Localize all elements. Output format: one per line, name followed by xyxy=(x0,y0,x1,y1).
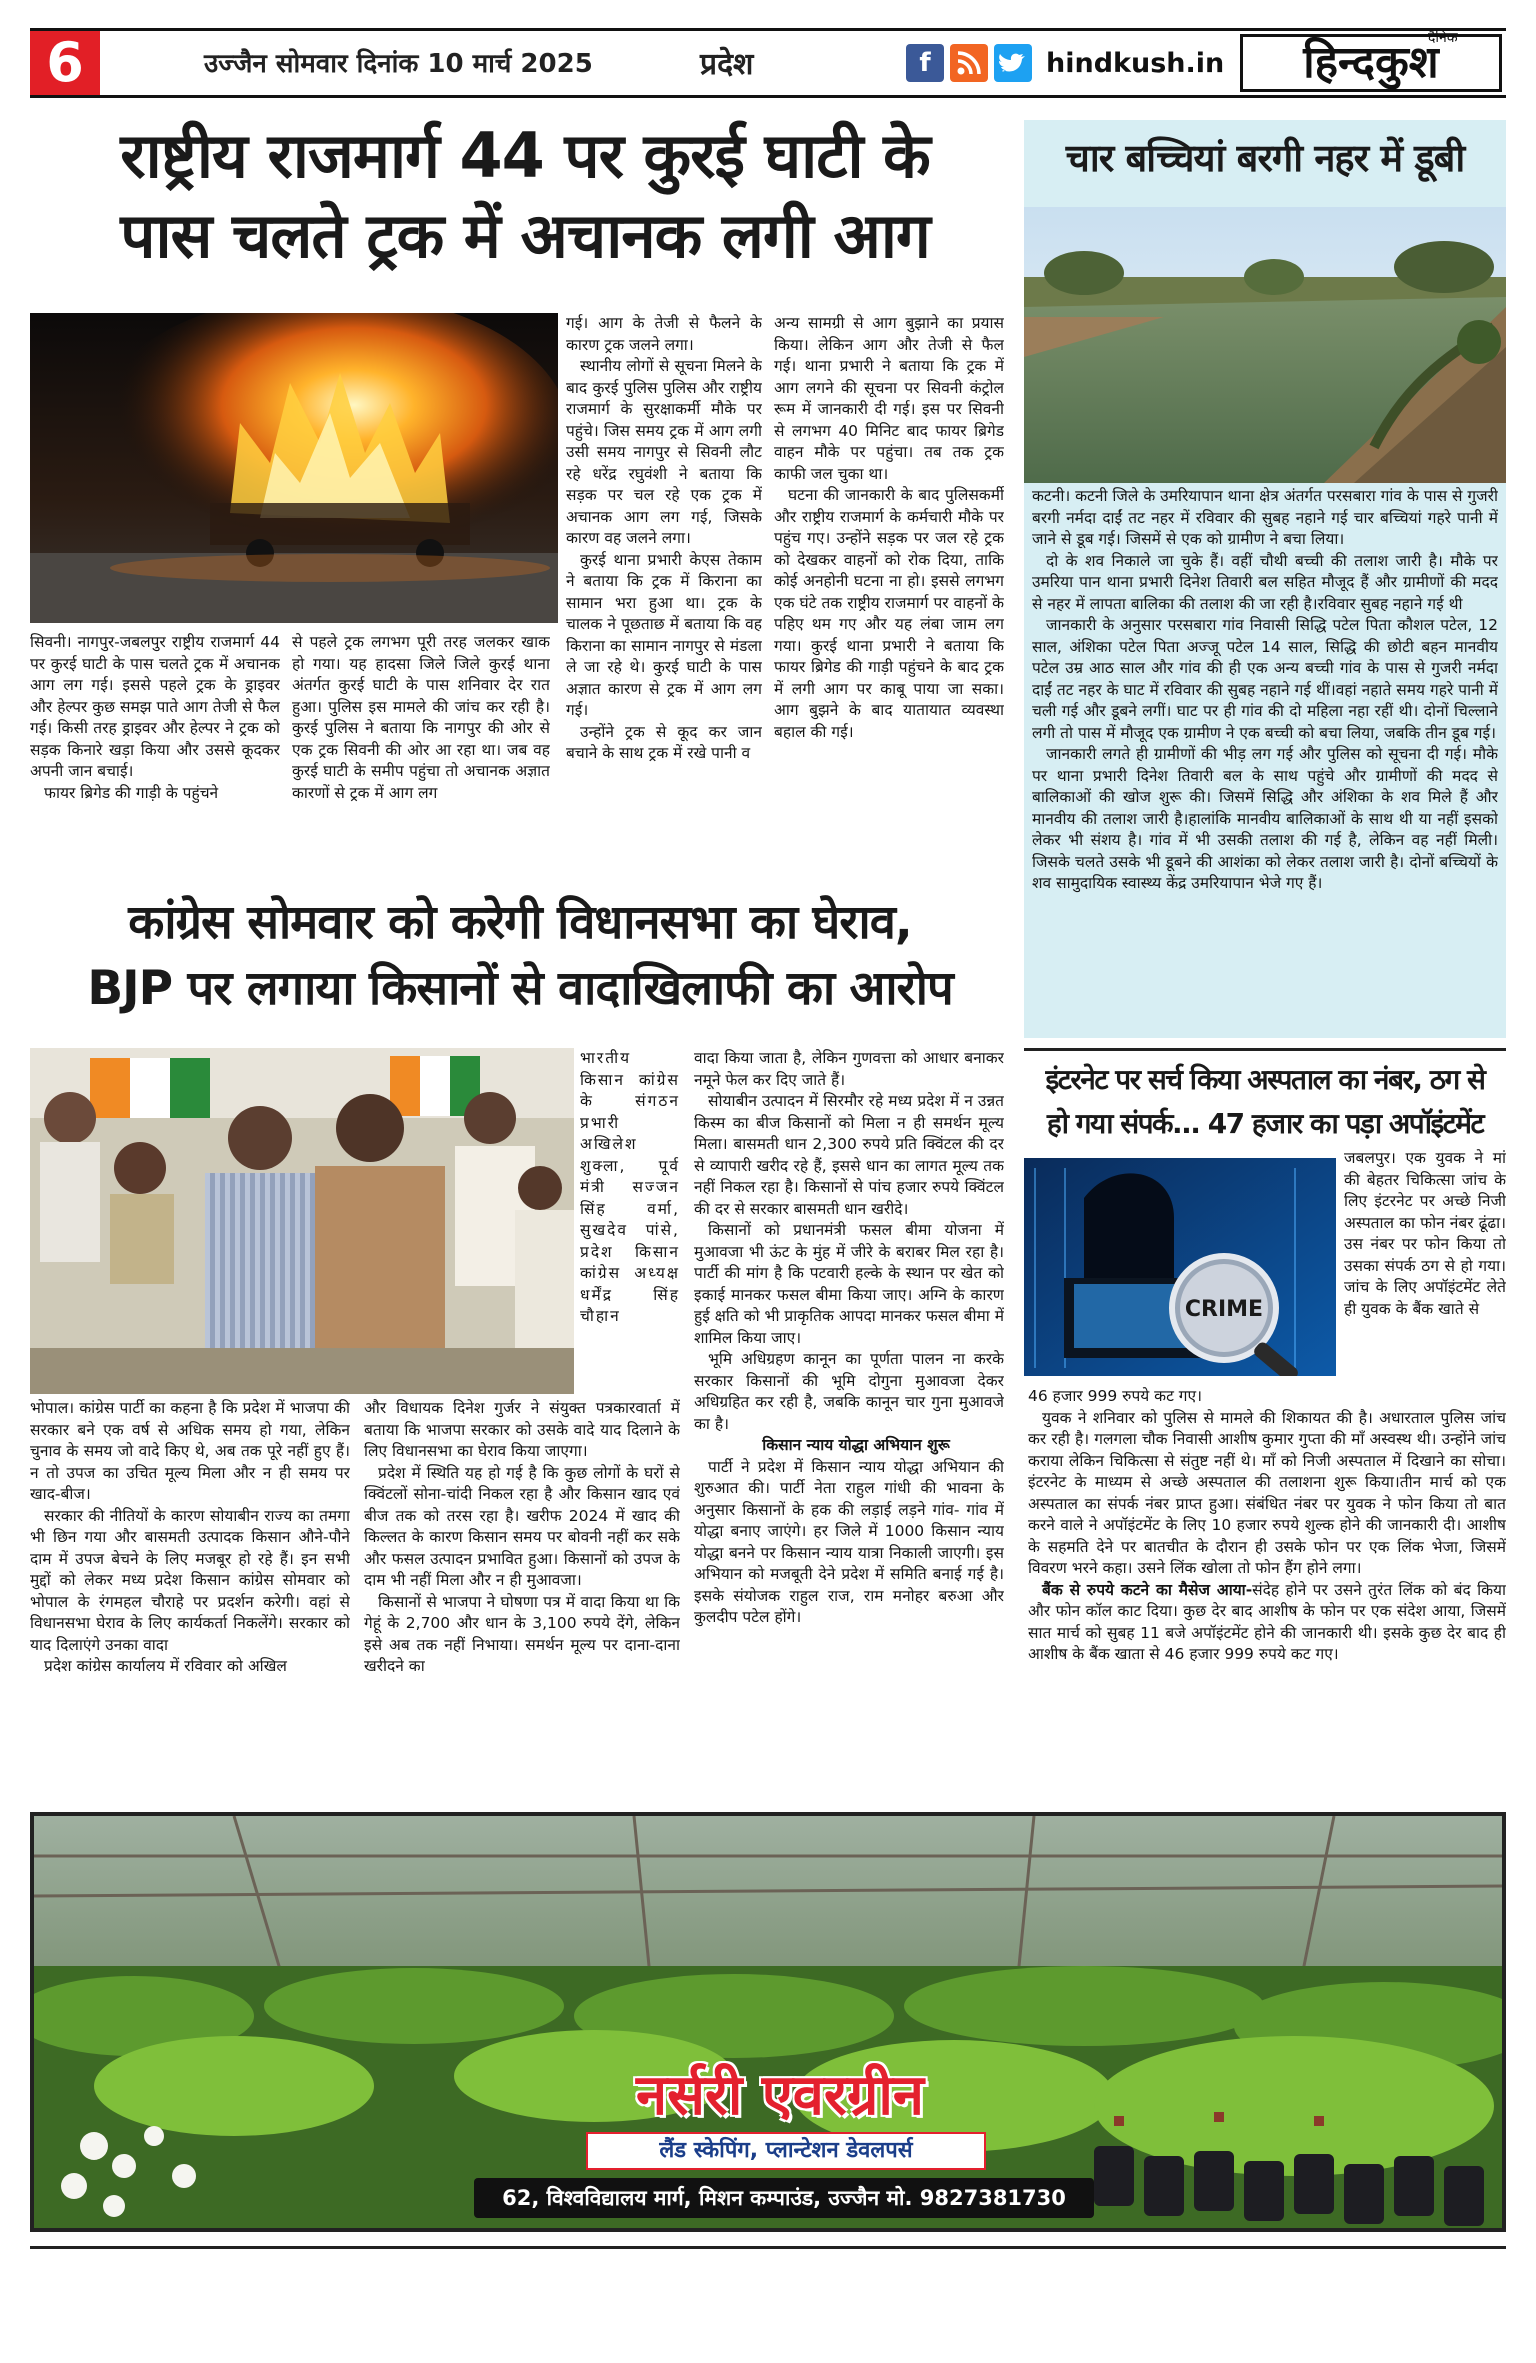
story4-para3: संदेह होने पर उसने तुरंत लिंक को बंद किया और फोन कॉल काट दिया। कुछ देर बाद आशीष के फोन पर एक संदेश आया, जिसमें सात मार्च को सुबह 11 बजे अपॉइंटमेंट होने की जानकारी थी। इसके कुछ देर बाद ही आशीष के बैंक खाता से 46 हजार 999 रुपये कट गए। xyxy=(1028,1580,1506,1663)
story2-caption: कटनी। कटनी जिले के उमरियापान थाना क्षेत्र अंतर्गत परसबारा गांव के पास से गुजरी बरगी नर्मदा दाईं तट नहर में रविवार की सुबह नहाने गई चार बच्चियां गहरे पानी में जाने से डूब गई। जिसमें से एक को ग्रामीण ने बचा लिया। xyxy=(1032,487,1498,548)
story1-col2 xyxy=(292,632,550,880)
story4-para2: युवक ने शनिवार को पुलिस से मामले की शिकायत की है। अधारताल पुलिस जांच कर रही है। गलगला चौक निवासी आशीष कुमार गुप्ता की माँ अस्वस्थ थी। उन्होंने जांच कराया लेकिन चिकित्सा से संतुष्ट नहीं थे। माँ को निजी अस्पताल में दिखाने का सोचा। इंटरनेट के माध्यम से अच्छे अस्पताल की तलाशना शुरू किया।तीन मार्च को एक अस्पताल का संपर्क नंबर प्राप्त हुआ। संबंधित नंबर पर युवक ने फोन किया तो बात करने वाले ने अपॉइंटमेंट के लिए 10 हजार रुपये शुल्क होने की जानकारी दी। आशीष के सहमति देने पर बातचीत के दौरान ही उसके फोन पर एक लिंक भेजा, जिसमें विवरण भरने कहा। उसने लिंक खोला तो फोन हैंग होने लगा। xyxy=(1028,1408,1506,1577)
dateline: उज्जैन सोमवार दिनांक 10 मार्च 2025 xyxy=(204,49,593,79)
story1-col4-para2: घटना की जानकारी के बाद पुलिसकर्मी और राष्ट्रीय राजमार्ग के कर्मचारी मौके पर पहुंच गए। उन्होंने सड़क पर जल रहे ट्रक को देखकर वाहनों को रोक दिया, ताकि कोई अनहोनी घटना ना हो। इससे लगभग एक घंटे तक राष्ट्रीय राजमार्ग पर वाहनों के पहिए थम गए और यह लंबा जाम लग गया। कुरई थाना प्रभारी ने बताया कि फायर ब्रिगेड की गाड़ी पहुंचने के बाद ट्रक में लगी आग पर काबू पाया जा सका। आग बुझने के बाद यातायात व्यवस्था बहाल की गई। xyxy=(774,486,1004,741)
ad-address[interactable]: 62, विश्वविद्यालय मार्ग, मिशन कम्पाउंड, उज्जैन मो. 9827381730 xyxy=(474,2178,1094,2218)
story2-para2: दो के शव निकाले जा चुके हैं। वहीं चौथी बच्ची की तलाश जारी है। मौके पर उमरिया पान थाना प्रभारी दिनेश तिवारी बल सहित मौजूद हैं और ग्रामीणों की मदद से नहर में लापता बालिका की तलाश की जा रही है।रविवार सुबह नहाने गई थी xyxy=(1032,551,1498,613)
story3-headline-line2: BJP पर लगाया किसानों से वादाखिलाफी का आरोप xyxy=(87,961,953,1016)
story2-para3: जानकारी के अनुसार परसबारा गांव निवासी सिद्धि पटेल पिता कौशल पटेल, 12 साल, अंशिका पटेल पिता अज्जू पटेल 14 साल, सिद्धि की छोटी बहन मानवीय पटेल उम्र आठ साल और गांव की ही एक अन्य बच्ची गांव के पास से गुजरी नर्मदा दाईं तट नहर के घाट में रविवार की सुबह नहाने गई थीं।वहां नहाते समय गहरे पानी में चली गई और डूबने लगीं। घाट पर ही गांव की दो महिला नहा रहीं थी। दोनों चिल्लाने लगी तो पास में मौजूद एक ग्रामीण ने एक बच्ची को बचा लिया, जबकि तीन डूब गई। xyxy=(1032,616,1498,742)
story3-col2-para1: और विधायक दिनेश गुर्जर ने संयुक्त पत्रकारवार्ता में बताया कि भाजपा सरकार को उसके वादे याद दिलाने के लिए विधानसभा का घेराव किया जाएगा। xyxy=(364,1399,680,1460)
story1-headline xyxy=(30,116,1020,276)
story2-headline: चार बच्चियां बरगी नहर में डूबी xyxy=(1065,136,1465,180)
story3-col3 xyxy=(694,1048,1004,1798)
story4-headline-line2: हो गया संपर्क... 47 हजार का पड़ा अपॉइंटमेंट xyxy=(1046,1107,1484,1140)
story1-col4 xyxy=(774,313,1004,880)
story1-col1 xyxy=(30,632,280,880)
story1-col1-para: सिवनी। नागपुर-जबलपुर राष्ट्रीय राजमार्ग 44 पर कुरई घाटी के पास चलते ट्रक में अचानक आग लग गई। इससे पहले ट्रक के ड्राइवर और हेल्पर कुछ समझ पाते आग तेजी से फैल गई। किसी तरह ड्राइवर और हेल्पर ने ट्रक को सड़क किनारे खड़ा किया और उससे कूदकर अपनी जान बचाई। xyxy=(30,633,280,780)
story4-para1: 46 हजार 999 रुपये कट गए। xyxy=(1028,1387,1202,1405)
congress-protest-photo xyxy=(30,1048,574,1394)
story4-beside-photo-text: जबलपुर। एक युवक ने मां की बेहतर चिकित्सा जांच के लिए इंटरनेट पर अच्छे निजी अस्पताल का फोन नंबर ढूंढा। उस नंबर पर फोन किया तो उसका संपर्क ठग से हो गया। जांच के लिए अपॉइंटमेंट लेते ही युवक के बैंक खाते से xyxy=(1344,1149,1506,1318)
ad-subtitle: लैंड स्केपिंग, प्लान्टेशन डेवलपर्स xyxy=(586,2132,986,2170)
story1-col3-para1: गई। आग के तेजी से फैलने के कारण ट्रक जलने लगा। xyxy=(566,314,762,354)
story1-col2-para: से पहले ट्रक लगभग पूरी तरह जलकर खाक हो गया। यह हादसा जिले जिले कुरई थाना अंतर्गत कुरई घाटी के पास शनिवार देर रात हुआ। पुलिस इस मामले की जांच कर रही है।कुरई पुलिस ने बताया कि नागपुर की ओर से एक ट्रक सिवनी की ओर आ रहा था। जब वह कुरई घाटी के समीप पहुंचा तो अचानक अज्ञात कारणों से ट्रक में आग लग xyxy=(292,633,550,802)
story4-top-rule xyxy=(1024,1048,1506,1051)
masthead-tagline: दैनिक xyxy=(1428,30,1458,46)
story4-subhead: बैंक से रुपये कटने का मैसेज आया- xyxy=(1042,1580,1253,1599)
story3-col3-para3: किसानों को प्रधानमंत्री फसल बीमा योजना में मुआवजा भी ऊंट के मुंह में जीरे के बराबर मिल रहा है। पार्टी की मांग है कि पटवारी हल्के के स्थान पर खेत को इकाई मानकर फसल बीमा किया जाए। अग्नि के कारण हुई क्षति को भी प्राकृतिक आपदा मानकर फसल बीमा में शामिल किया जाए। xyxy=(694,1221,1004,1347)
page-bottom-rule xyxy=(30,2246,1506,2249)
story1-col3 xyxy=(566,313,762,880)
story3-col3-para1: वादा किया जाता है, लेकिन गुणवत्ता को आधार बनाकर नमूने फेल कर दिए जाते हैं। xyxy=(694,1049,1004,1089)
story1-headline-line2: पास चलते ट्रक में अचानक लगी आग xyxy=(120,199,930,272)
story1-col3-para4: उन्होंने ट्रक से कूद कर जान बचाने के साथ ट्रक में रखे पानी व xyxy=(566,722,762,762)
story3-col1-para1: भोपाल। कांग्रेस पार्टी का कहना है कि प्रदेश में भाजपा की सरकार बने एक वर्ष से अधिक समय हो गया, लेकिन चुनाव के समय जो वादे किए थे, अब तक पूरे नहीं हुए हैं। न तो उपज का उचित मूल्य मिला और न ही समय पर खाद-बीज। xyxy=(30,1399,350,1503)
twitter-icon[interactable] xyxy=(994,44,1032,82)
story3-headline xyxy=(20,890,1020,1022)
story1-col3-para2: स्थानीय लोगों से सूचना मिलने के बाद कुरई पुलिस पुलिस और राष्ट्रीय राजमार्ग के सुरक्षाकर्मी मौके पर पहुंचे। जिस समय ट्रक में आग लगी उसी समय नागपुर से सिवनी लौट रहे धरेंद्र रघुवंशी ने बताया कि सड़क पर चल रहे एक ट्रक में अचानक आग लग गई, जिसके कारण वह जलने लगा। xyxy=(566,357,762,547)
rss-icon[interactable] xyxy=(950,44,988,82)
website-link[interactable]: hindkush.in xyxy=(1046,48,1225,79)
story3-col3-para2: सोयाबीन उत्पादन में सिरमौर रहे मध्य प्रदेश में न उन्नत किस्म का बीज किसानों को मिला न ही समर्थन मूल्य मिला। बासमती धान 2,300 रुपये प्रति क्विंटल की दर से व्यापारी खरीद रहे हैं, इससे धान का लागत मूल्य तक नहीं निकल रहा है। किसानों से पांच हजार रुपये क्विंटल की दर से सरकार बासमती धान खरीदे। xyxy=(694,1092,1004,1218)
masthead-logo: हिन्दकुश xyxy=(1240,34,1502,92)
ad-title: नर्सरी एवरग्रीन xyxy=(635,2063,925,2128)
story3-subhead: किसान न्याय योद्धा अभियान शुरू xyxy=(762,1436,950,1454)
story4-body xyxy=(1028,1386,1506,1798)
crime-photo xyxy=(1024,1158,1336,1376)
story3-col1 xyxy=(30,1398,350,1798)
story3-col3-para6: पार्टी ने प्रदेश में किसान न्याय योद्धा अभियान की शुरुआत की। पार्टी नेता राहुल गांधी की भावना के अनुसार किसानों के हक की लड़ाई लड़ने गांव- गांव में योद्धा बनाए जाएंगे। हर जिले में 1000 किसान न्याय योद्धा बनने पर किसान न्याय यात्रा निकाली जाएगी। इस अभियान को मजबूती देने प्रदेश में समिति बनाई गई है। इसके संयोजक राहुल राज, राम मनोहर बरुआ और कुलदीप पटेल होंगे। xyxy=(694,1457,1004,1626)
section-title: प्रदेश xyxy=(700,47,754,82)
story1-col3-para3: कुरई थाना प्रभारी केएस तेकाम ने बताया कि ट्रक में किराना का सामान भरा हुआ था। ट्रक के चालक ने पूछताछ में बताया कि वह किराना का सामान नागपुर से मंडला ले जा रहे थे। कुरई घाटी के पास अज्ञात कारण से ट्रक में आग लग गई। xyxy=(566,550,762,719)
story4-headline xyxy=(1024,1058,1506,1146)
story1-col1-para2: फायर ब्रिगेड की गाड़ी के पहुंचने xyxy=(44,783,219,802)
story3-beside-photo xyxy=(580,1048,680,1394)
story3-headline-line1: कांग्रेस सोमवार को करेगी विधानसभा का घेराव, xyxy=(128,895,912,950)
story3-col2-para3: किसानों से भाजपा ने घोषणा पत्र में वादा किया था कि गेहूं के 2,700 और धान के 3,100 रुपये देंगे, लेकिन इसे अब तक नहीं निभाया। समर्थन मूल्य पर दाना-दाना खरीदने का xyxy=(364,1592,680,1675)
story4-headline-line1: इंटरनेट पर सर्च किया अस्पताल का नंबर, ठग से xyxy=(1045,1063,1485,1096)
page-number: 6 xyxy=(30,31,100,95)
crime-label: CRIME xyxy=(1184,1297,1264,1322)
story3-col1-para3: प्रदेश कांग्रेस कार्यालय में रविवार को अखिल xyxy=(44,1657,287,1675)
story3-col2 xyxy=(364,1398,680,1798)
story2-body xyxy=(1032,486,1498,1032)
canal-photo xyxy=(1024,207,1506,483)
nursery-ad[interactable] xyxy=(30,1812,1506,2232)
story3-beside-photo-text: भारतीय किसान कांग्रेस के संगठन प्रभारी अखिलेश शुक्ला, पूर्व मंत्री सज्जन सिंह वर्मा, सुखदेव पांसे, प्रदेश किसान कांग्रेस अध्यक्ष धर्मेंद्र सिंह चौहान xyxy=(580,1049,680,1325)
story3-col3-para4: भूमि अधिग्रहण कानून का पूर्णता पालन ना करके सरकार किसानों की भूमि दोगुना मुआवजा देकर अधिग्रहित कर रही है, जबकि कानून चार गुना मुआवजे का है। xyxy=(694,1350,1004,1433)
story3-col1-para2: सरकार की नीतियों के कारण सोयाबीन राज्य का तमगा भी छिन गया और बासमती उत्पादक किसान औने-पौने दाम में उपज बेचने के लिए मजबूर हो रहे हैं। इन सभी मुद्दों को लेकर मध्य प्रदेश किसान कांग्रेस सोमवार को भोपाल के रंगमहल चौराहे पर प्रदर्शन करेगी। वहां से विधानसभा घेराव के लिए कार्यकर्ता निकलेंगे। सरकार को याद दिलाएंगे उनका वादा xyxy=(30,1506,350,1654)
story1-col4-para1: अन्य सामग्री से आग बुझाने का प्रयास किया। लेकिन आग और तेजी से फैल गई। थाना प्रभारी ने बताया कि ट्रक में आग लगने की सूचना पर सिवनी कंट्रोल रूम में जानकारी दी गई। इस पर सिवनी से लगभग 40 मिनिट बाद फायर ब्रिगेड वाहन मौके पर पहुंचा। तब तक ट्रक काफी जल चुका था। xyxy=(774,314,1004,483)
story1-headline-line1: राष्ट्रीय राजमार्ग 44 पर कुरई घाटी के xyxy=(120,119,930,192)
story2-para4: जानकारी लगते ही ग्रामीणों की भीड़ लग गई और पुलिस को सूचना दी गई। मौके पर थाना प्रभारी दिनेश तिवारी बल के साथ पहुंचे और ग्रामीणों की मदद से बालिकाओं की खोज शुरू की। जिसमें सिद्धि और अंशिका के शव मिले हैं और मानवीय की तलाश जारी है।हालांकि मानवीय बालिकाओं के साथ थी या नहीं इसको लेकर भी संशय है। गांव में भी उसकी तलाश की गई है, लेकिन वह नहीं मिली। जिसके चलते उसके भी डूबने की आशंका को लेकर तलाश जारी है। दोनों बच्चियों के शव सामुदायिक स्वास्थ्य केंद्र उमरियापान भेजे गए हैं। xyxy=(1032,745,1498,892)
story3-col2-para2: प्रदेश में स्थिति यह हो गई है कि कुछ लोगों के घरों से क्विंटलों सोना-चांदी निकल रहा है और किसान खाद एवं बीज तक को तरस रहा है। खरीफ 2024 में खाद की किल्लत के कारण किसान समय पर बोवनी नहीं कर सके और फसल उत्पादन प्रभावित हुआ। किसानों को उपज के दाम भी नहीं मिला और न ही मुआवजा। xyxy=(364,1463,680,1589)
truck-fire-photo xyxy=(30,313,558,623)
facebook-icon[interactable]: f xyxy=(906,44,944,82)
story4-beside-photo xyxy=(1344,1148,1506,1380)
